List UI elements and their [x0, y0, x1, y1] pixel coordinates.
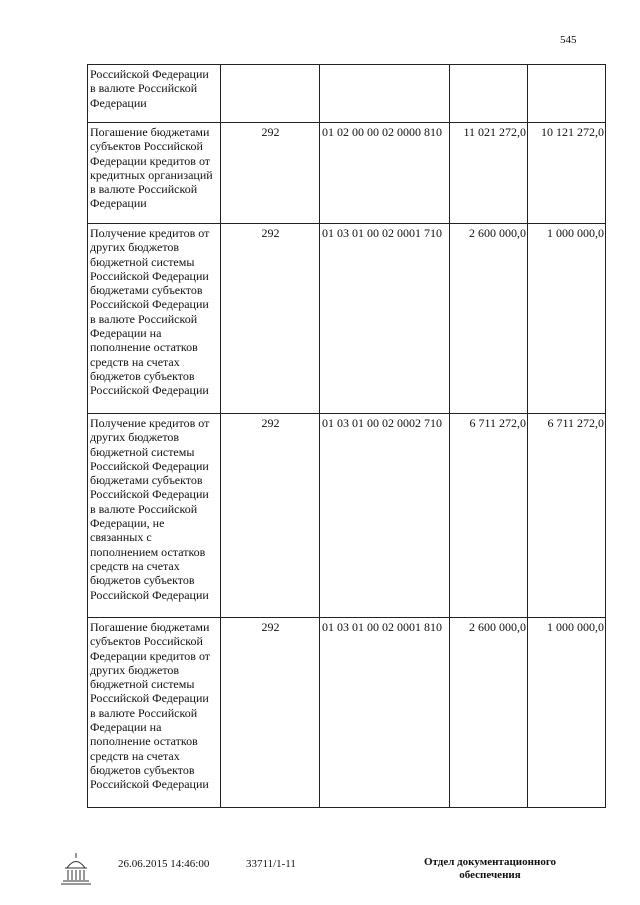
row-amount-year1-cell: 11 021 272,0	[450, 123, 528, 224]
table-row	[88, 618, 606, 808]
row-amount-year1-cell: 2 600 000,0	[450, 618, 528, 808]
row-amount-year1-cell	[450, 65, 528, 123]
row-classification-code-cell: 01 03 01 00 02 0002 710	[320, 414, 450, 618]
row-admin-code-cell: 292	[221, 414, 320, 618]
footer-department-line1: Отдел документационного	[423, 856, 557, 868]
table-row	[88, 123, 606, 224]
page-footer	[0, 856, 640, 896]
row-amount-year2-cell: 1 000 000,0	[528, 618, 606, 808]
row-amount-year1-cell: 6 711 272,0	[450, 414, 528, 618]
row-name-cell: Получение кредитов от других бюджетов бюджетной системы Российской Федерации бюджетами субъектов Российской Федерации в валюте Российской Федерации, не связанных с пополнением остатков средств на счетах бюджетов субъектов Российской Федерации	[88, 414, 221, 618]
row-classification-code-cell	[320, 65, 450, 123]
row-name-cell: Российской Федерации в валюте Российской Федерации	[88, 65, 221, 123]
table-row	[88, 224, 606, 414]
footer-registration-number: 33711/1-11	[246, 858, 296, 870]
duma-building-emblem-icon	[60, 852, 92, 888]
row-amount-year2-cell: 6 711 272,0	[528, 414, 606, 618]
table-row	[88, 414, 606, 618]
row-classification-code-cell: 01 03 01 00 02 0001 710	[320, 224, 450, 414]
page-number: 545	[560, 34, 577, 46]
table-row	[88, 65, 606, 123]
footer-department	[410, 856, 570, 882]
row-amount-year2-cell: 10 121 272,0	[528, 123, 606, 224]
row-amount-year2-cell: 1 000 000,0	[528, 224, 606, 414]
row-name-cell: Погашение бюджетами субъектов Российской Федерации кредитов от других бюджетов бюджетной системы Российской Федерации в валюте Российской Федерации на пополнение остатков средств на счетах бюджетов субъектов Российской Федерации	[88, 618, 221, 808]
row-name-cell: Погашение бюджетами субъектов Российской Федерации кредитов от кредитных организаций в валюте Российской Федерации	[88, 123, 221, 224]
row-amount-year1-cell: 2 600 000,0	[450, 224, 528, 414]
budget-sources-table	[87, 64, 606, 808]
row-admin-code-cell: 292	[221, 123, 320, 224]
row-admin-code-cell: 292	[221, 618, 320, 808]
row-admin-code-cell: 292	[221, 224, 320, 414]
footer-datetime: 26.06.2015 14:46:00	[118, 858, 210, 870]
row-classification-code-cell: 01 02 00 00 02 0000 810	[320, 123, 450, 224]
row-amount-year2-cell	[528, 65, 606, 123]
row-admin-code-cell	[221, 65, 320, 123]
footer-department-line2: обеспечения	[459, 869, 521, 881]
row-name-cell: Получение кредитов от других бюджетов бюджетной системы Российской Федерации бюджетами субъектов Российской Федерации в валюте Российской Федерации на пополнение остатков средств на счетах бюджетов субъектов Российской Федерации	[88, 224, 221, 414]
row-classification-code-cell: 01 03 01 00 02 0001 810	[320, 618, 450, 808]
